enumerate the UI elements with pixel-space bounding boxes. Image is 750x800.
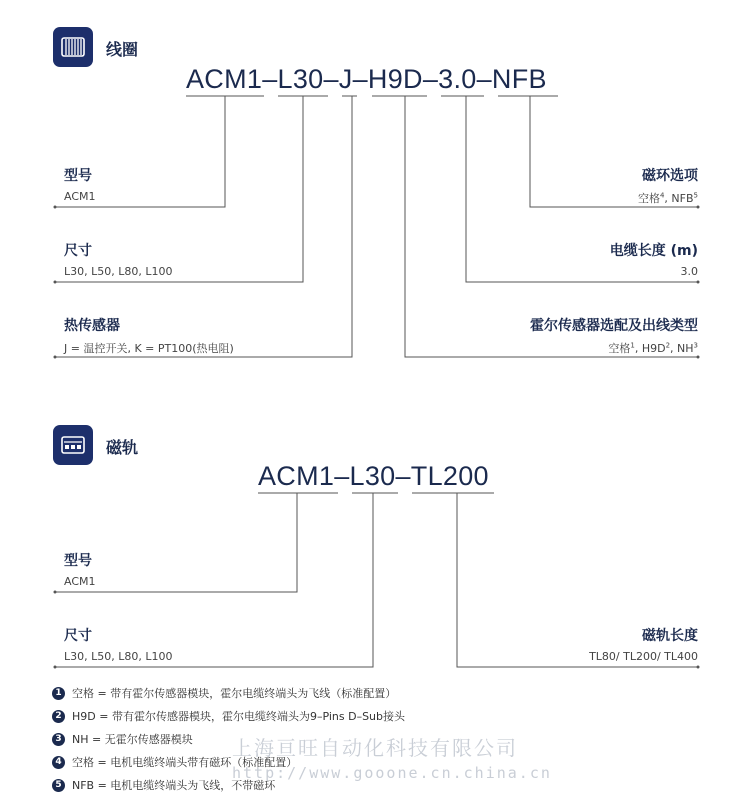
track-length-label: 磁轨长度: [642, 628, 698, 644]
footnote-text: H9D = 带有霍尔传感器模块，霍尔电缆终端头为9–Pins D–Sub接头: [72, 710, 406, 723]
footnote-number: 3: [52, 733, 65, 746]
coil-thermal-label: 热传感器: [64, 318, 120, 334]
footnote-number: 4: [52, 756, 65, 769]
coil-section-title: 线圈: [106, 40, 139, 59]
coil-hall-value: 空格$^1$, $H9D^2$, $NH^3$: [608, 341, 698, 355]
watermark-url: http://www.gooone.cn.china.cn: [232, 764, 552, 782]
coil-cable-label: 电缆长度 (m): [609, 243, 698, 259]
footnote-item: [52, 685, 396, 701]
footnote-text: 空格 = 电机电缆终端头带有磁环（标准配置）: [72, 756, 298, 769]
track-length-value: TL80/ TL200/ TL400: [589, 650, 698, 663]
coil-icon: [53, 27, 93, 67]
footnote-text: NFB = 电机电缆终端头为飞线，不带磁环: [72, 779, 276, 792]
track-model-code: ACM1–L30–TL200: [258, 461, 489, 491]
track-size-value: L30, L50, L80, L100: [64, 650, 173, 663]
footnote-item: [52, 708, 405, 724]
magnetic-track-icon: [53, 425, 93, 465]
footnote-number: 2: [52, 710, 65, 723]
watermark-company: 上海亘旺自动化科技有限公司: [232, 736, 518, 760]
coil-size-label: 尺寸: [64, 243, 92, 259]
coil-model-code: ACM1–L30–J–H9D–3.0–NFB: [186, 64, 547, 94]
track-size-label: 尺寸: [64, 628, 92, 644]
coil-thermal-value: J = 温控开关, K = PT100(热电阻): [64, 342, 234, 355]
coil-model-label: 型号: [64, 168, 92, 184]
track-model-label: 型号: [64, 553, 92, 569]
footnote-number: 5: [52, 779, 65, 792]
coil-cable-value: 3.0: [680, 265, 698, 278]
track-section-title: 磁轨: [106, 438, 139, 457]
coil-ring-value: 空格$^4$, NFB$^5$: [637, 191, 698, 205]
footnote-text: 空格 = 带有霍尔传感器模块，霍尔电缆终端头为飞线（标准配置）: [72, 687, 397, 700]
coil-ring-label: 磁环选项: [642, 168, 698, 184]
footnote-number: 1: [52, 687, 65, 700]
coil-hall-label: 霍尔传感器选配及出线类型: [530, 318, 698, 334]
coil-model-value: ACM1: [64, 190, 96, 203]
coil-size-value: L30, L50, L80, L100: [64, 265, 173, 278]
track-model-value: ACM1: [64, 575, 96, 588]
footnote-text: NH = 无霍尔传感器模块: [72, 733, 193, 746]
footnote-item: [52, 731, 193, 747]
